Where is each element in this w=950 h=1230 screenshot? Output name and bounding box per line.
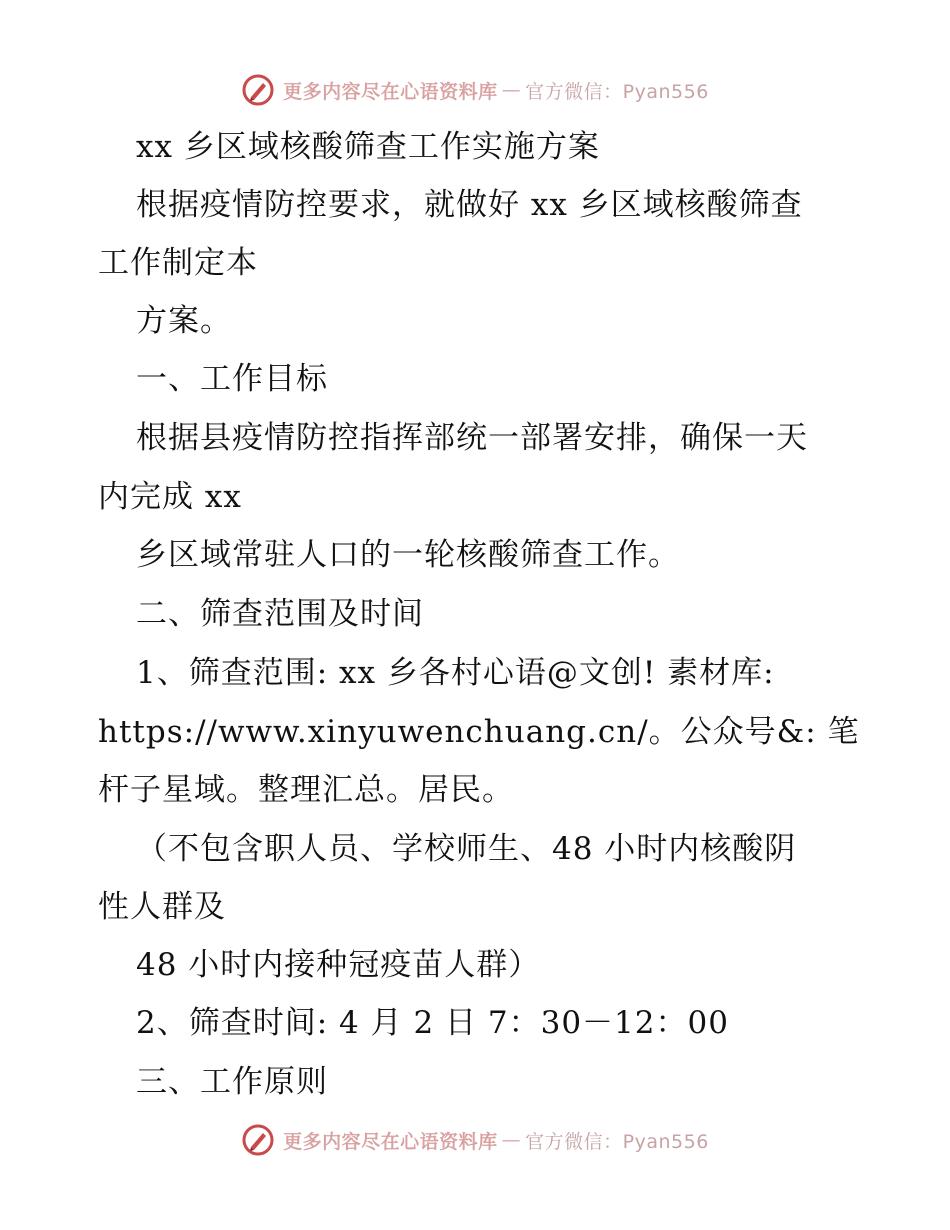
section-heading: 一、工作目标 (136, 361, 328, 397)
watermark-footer (0, 1120, 950, 1160)
text-line: 48 小时内接种冠疫苗人群） (136, 947, 541, 983)
watermark-wechat-text: 官方微信：Pyan556 (525, 80, 709, 103)
watermark-separator: — (501, 1129, 522, 1151)
text-line: 性人群及 (98, 889, 226, 925)
text-line: 乡区域常驻人口的一轮核酸筛查工作。 (136, 537, 680, 573)
text-line: 工作制定本 (98, 245, 258, 281)
text-line: 内完成 xx (98, 479, 242, 515)
section-heading: 三、工作原则 (136, 1064, 328, 1100)
watermark-separator: — (501, 79, 522, 101)
text-line: 杆子星域。整理汇总。居民。 (98, 772, 514, 808)
text-line: 2、筛查时间: 4 月 2 日 7：30－12：00 (136, 1005, 729, 1041)
text-line: https://www.xinyuwenchuang.cn/。公众号&: 笔 (98, 714, 860, 750)
section-heading: 二、筛查范围及时间 (136, 596, 424, 632)
text-line: 1、筛查范围: xx 乡各村心语@文创! 素材库: (136, 655, 775, 691)
watermark-main-text: 更多内容尽在心语资料库 (283, 80, 498, 103)
text-line: 根据疫情防控要求，就做好 xx 乡区域核酸筛查 (136, 187, 803, 223)
document-title: xx 乡区域核酸筛查工作实施方案 (136, 129, 600, 165)
watermark-main-text: 更多内容尽在心语资料库 (283, 1130, 498, 1153)
text-line: 根据县疫情防控指挥部统一部署安排，确保一天 (136, 420, 808, 456)
pen-logo-icon (241, 1123, 275, 1157)
watermark-wechat-text: 官方微信：Pyan556 (525, 1130, 709, 1153)
text-line: （不包含职人员、学校师生、48 小时内核酸阴 (136, 831, 797, 867)
text-line: 方案。 (136, 303, 232, 339)
